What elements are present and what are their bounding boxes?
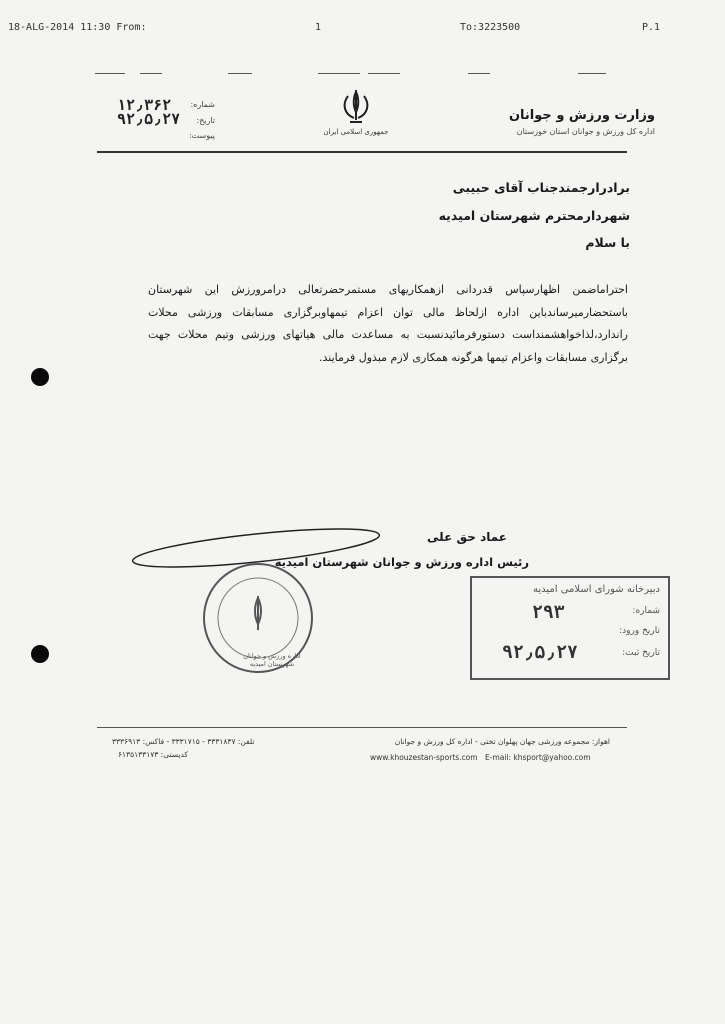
- top-mark: [228, 73, 252, 74]
- iran-emblem-icon: [334, 88, 378, 128]
- punch-hole: [31, 645, 49, 663]
- fax-page-number: 1: [315, 22, 322, 33]
- top-mark: [95, 73, 125, 74]
- number-value: ۱۲٫۳۶۲: [117, 96, 172, 114]
- recipient-line-1: برادرارجمندجناب آقای حبیبی: [452, 180, 630, 195]
- date-label: تاریخ:: [196, 116, 215, 125]
- top-mark: [318, 73, 360, 74]
- stamp-reg-date-label: تاریخ ثبت:: [622, 648, 660, 658]
- footer-website: www.khouzestan-sports.com: [370, 753, 478, 762]
- fax-recipient-number: To:3223500: [460, 22, 521, 33]
- fax-page-label: P.1: [642, 22, 661, 33]
- top-mark: [368, 73, 400, 74]
- footer-address: اهواز: مجموعه ورزشی جهان پهلوان تختی - اداره کل ورزش و جوانان: [394, 737, 610, 746]
- recipient-line-2: شهردارمحترم شهرستان امیدیه: [438, 208, 630, 223]
- directorate-name: اداره کل ورزش و جوانان استان خوزستان: [516, 127, 655, 136]
- footer-divider: [97, 727, 627, 728]
- top-mark: [468, 73, 490, 74]
- stamp-number-label: شماره:: [632, 606, 660, 616]
- stamp-title: دبیرخانه شورای اسلامی امیدیه: [532, 584, 660, 595]
- emblem-caption: جمهوری اسلامی ایران: [323, 128, 389, 136]
- top-mark: [140, 73, 162, 74]
- signatory-title: رئیس اداره ورزش و جوانان شهرستان امیدیه: [274, 555, 529, 569]
- top-mark: [578, 73, 606, 74]
- letter-body: احتراماضمن اظهارسپاس قدردانی ازهمکاریهای مستمرحضرتعالی درامرورزش این شهرستان باستحضارمیرساندباین اداره ازلحاظ مالی توان اعزام تیمهاوبرگزاری مسابقات ورزشی محلات راندارد،لذاخواهشمنداست دستورفرمائیدنسبت به مساعدت مالی هیاتهای ورزشی وتیم محلات جهت برگزاری مسابقات واعزام تیمها هرگونه همکاری لازم مبذول فرمایند.: [148, 283, 628, 364]
- signatory-name: عماد حق علی: [427, 530, 507, 544]
- number-label: شماره:: [190, 100, 215, 109]
- receipt-stamp: [470, 576, 670, 680]
- date-value: ۹۲٫۵٫۲۷: [117, 110, 181, 128]
- stamp-number-value: ۲۹۳: [532, 602, 565, 623]
- greeting: با سلام: [585, 235, 630, 250]
- stamp-entry-date-label: تاریخ ورود:: [619, 626, 660, 636]
- fax-datetime: 18-ALG-2014 11:30 From:: [8, 22, 147, 33]
- punch-hole: [31, 368, 49, 386]
- footer-phone: تلفن: ۳۳۳۱۸۳۷ - ۳۳۳۱۷۱۵ - فاکس: ۳۳۳۶۹۱۳: [112, 737, 255, 746]
- seal-text: اداره ورزش و جوانان شهرستان امیدیه: [243, 652, 301, 668]
- header-divider: [97, 151, 627, 153]
- ministry-name: وزارت ورزش و جوانان: [508, 108, 655, 123]
- footer-postal: کدپستی: ۶۱۳۵۱۳۳۱۷۳: [118, 750, 189, 759]
- footer-email: E-mail: khsport@yahoo.com: [485, 753, 591, 762]
- stamp-date-value: ۹۲٫۵٫۲۷: [502, 642, 578, 663]
- attachment-label: پیوست:: [188, 131, 215, 140]
